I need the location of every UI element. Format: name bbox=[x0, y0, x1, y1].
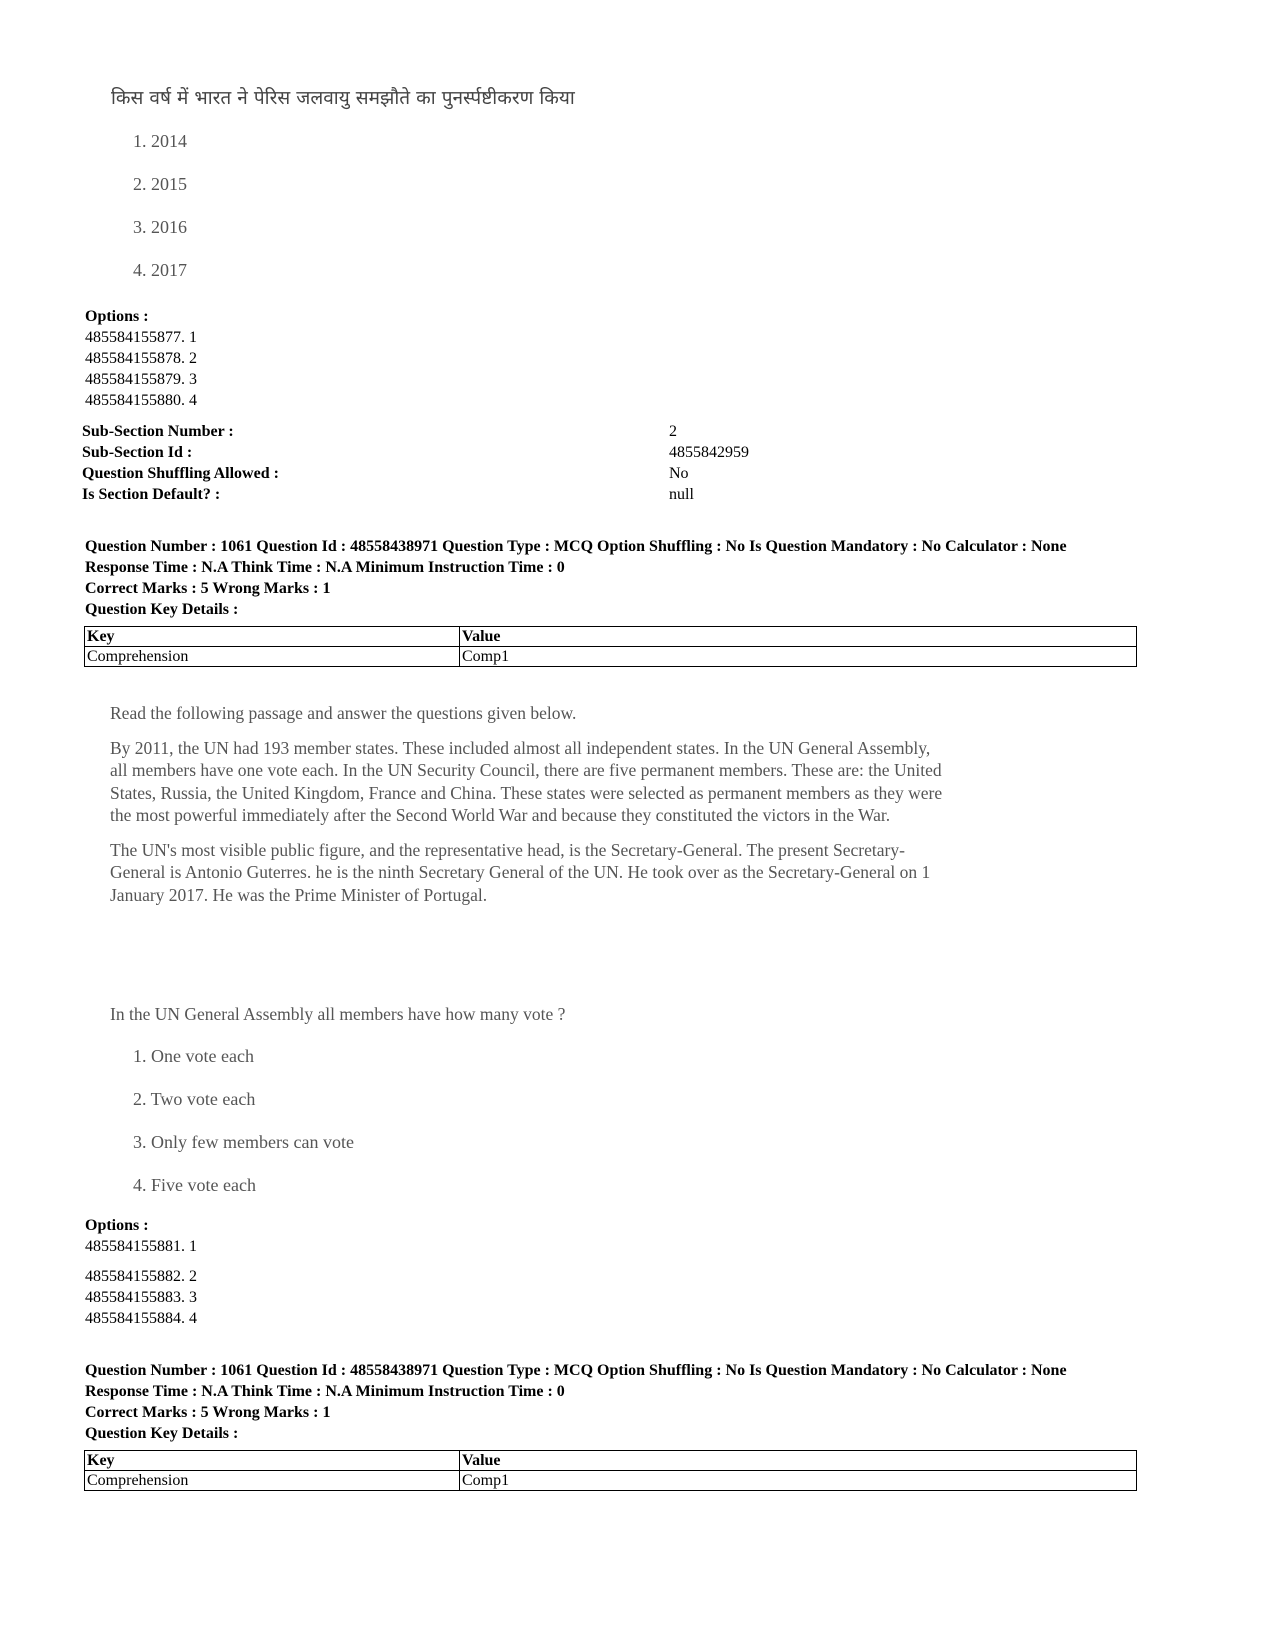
section-default-value: null bbox=[669, 486, 694, 503]
q1-options-block bbox=[85, 306, 197, 411]
q1-choice-4: 4. 2017 bbox=[133, 260, 187, 280]
q2-options-block bbox=[85, 1215, 197, 1257]
key-header: Key bbox=[85, 627, 460, 647]
table-row bbox=[85, 1471, 1137, 1491]
q2-option-1: 485584155881. 1 bbox=[85, 1238, 197, 1255]
q2-question-text: In the UN General Assembly all members have how many vote ? bbox=[110, 1004, 566, 1024]
q1-choice-2: 2. 2015 bbox=[133, 174, 187, 194]
q2-options-label: Options : bbox=[85, 1217, 149, 1234]
key-cell: Comprehension bbox=[85, 647, 460, 667]
subsection-number-label: Sub-Section Number : bbox=[82, 423, 234, 440]
q3-header-line3: Correct Marks : 5 Wrong Marks : 1 bbox=[85, 1404, 331, 1421]
q1-option-1: 485584155877. 1 bbox=[85, 329, 197, 346]
table-header-row bbox=[85, 1451, 1137, 1471]
q1-choice-1: 1. 2014 bbox=[133, 131, 187, 151]
q3-header-line4: Question Key Details : bbox=[85, 1425, 239, 1442]
q2-header bbox=[85, 536, 1067, 620]
q1-option-3: 485584155879. 3 bbox=[85, 371, 197, 388]
value-header: Value bbox=[460, 1451, 1137, 1471]
value-header: Value bbox=[460, 627, 1137, 647]
q1-options-label: Options : bbox=[85, 308, 149, 325]
q1-option-2: 485584155878. 2 bbox=[85, 350, 197, 367]
q3-header-line2: Response Time : N.A Think Time : N.A Minimum Instruction Time : 0 bbox=[85, 1383, 565, 1400]
key-header: Key bbox=[85, 1451, 460, 1471]
q2-option-2: 485584155882. 2 bbox=[85, 1268, 197, 1285]
q1-choice-3: 3. 2016 bbox=[133, 217, 187, 237]
passage bbox=[110, 702, 950, 918]
section-default-label: Is Section Default? : bbox=[82, 486, 221, 503]
subsection-number-value: 2 bbox=[669, 423, 677, 440]
q2-header-line4: Question Key Details : bbox=[85, 601, 239, 618]
question-shuffling-label: Question Shuffling Allowed : bbox=[82, 465, 279, 482]
q3-key-table bbox=[84, 1450, 1137, 1491]
q2-choice-3: 3. Only few members can vote bbox=[133, 1132, 354, 1152]
q2-header-line3: Correct Marks : 5 Wrong Marks : 1 bbox=[85, 580, 331, 597]
table-row bbox=[85, 647, 1137, 667]
q3-header-line1: Question Number : 1061 Question Id : 48558438971 Question Type : MCQ Option Shuffling : No Is Question Mandatory : No Calculator : None bbox=[85, 1362, 1067, 1379]
q2-header-line2: Response Time : N.A Think Time : N.A Minimum Instruction Time : 0 bbox=[85, 559, 565, 576]
passage-intro: Read the following passage and answer the questions given below. bbox=[110, 703, 577, 723]
q2-choice-4: 4. Five vote each bbox=[133, 1175, 256, 1195]
table-header-row bbox=[85, 627, 1137, 647]
q2-option-3: 485584155883. 3 bbox=[85, 1289, 197, 1306]
q2-choice-2: 2. Two vote each bbox=[133, 1089, 256, 1109]
q1-question-text: किस वर्ष में भारत ने पेरिस जलवायु समझौते का पुनर्स्पष्टीकरण किया bbox=[111, 87, 575, 109]
value-cell: Comp1 bbox=[460, 1471, 1137, 1491]
question-shuffling-value: No bbox=[669, 465, 689, 482]
q2-choice-1: 1. One vote each bbox=[133, 1046, 254, 1066]
q2-header-line1: Question Number : 1061 Question Id : 48558438971 Question Type : MCQ Option Shuffling : No Is Question Mandatory : No Calculator : None bbox=[85, 538, 1067, 555]
q3-header bbox=[85, 1360, 1067, 1444]
subsection-id-value: 4855842959 bbox=[669, 444, 749, 461]
key-cell: Comprehension bbox=[85, 1471, 460, 1491]
subsection-id-label: Sub-Section Id : bbox=[82, 444, 193, 461]
q2-option-4: 485584155884. 4 bbox=[85, 1310, 197, 1327]
passage-para-2: The UN's most visible public figure, and the representative head, is the Secretary-General. The present Secretary-General is Antonio Guterres. he is the ninth Secretary General of the UN. He took over as the Secretary-General on 1 January 2017. He was the Prime Minister of Portugal. bbox=[110, 839, 931, 905]
q2-key-table bbox=[84, 626, 1137, 667]
passage-para-1: By 2011, the UN had 193 member states. These included almost all independent states. In the UN General Assembly, all members have one vote each. In the UN Security Council, there are five permanent members. These are: the United States, Russia, the United Kingdom, France and China. These states were selected as permanent members as they were the most powerful immediately after the Second World War and because they constituted the victors in the War. bbox=[110, 737, 943, 825]
value-cell: Comp1 bbox=[460, 647, 1137, 667]
subsection-labels bbox=[82, 421, 279, 505]
subsection-values bbox=[669, 421, 749, 505]
q1-option-4: 485584155880. 4 bbox=[85, 392, 197, 409]
q2-options-block-rest bbox=[85, 1266, 197, 1329]
